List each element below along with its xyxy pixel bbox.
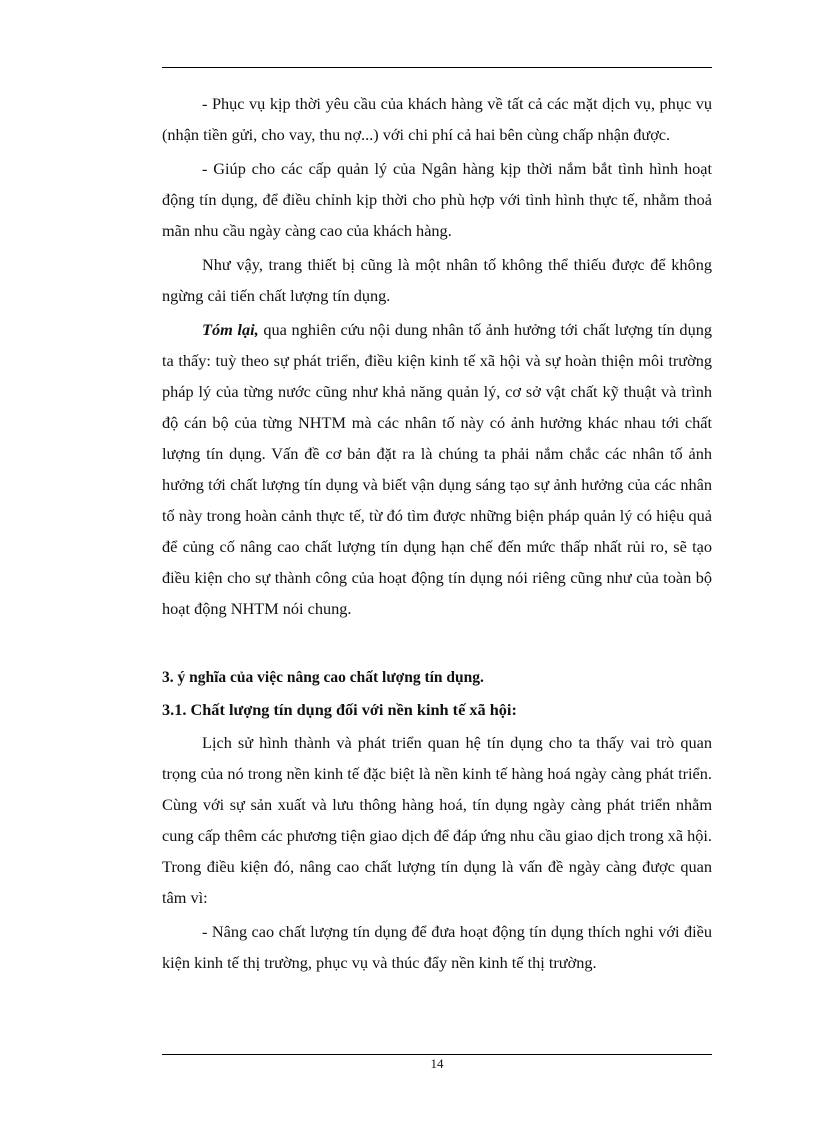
header-rule [162, 67, 712, 68]
paragraph-summary [162, 314, 712, 624]
page-number: 14 [430, 1056, 444, 1071]
summary-lead: Tóm lại, [202, 320, 259, 339]
paragraph-management: - Giúp cho các cấp quản lý của Ngân hàng kịp thời nắm bắt tình hình hoạt động tín dụng, để điều chỉnh kịp thời cho phù hợp với tình hình thực tế, nhằm thoả mãn nhu cầu ngày càng cao của khách hàng. [162, 159, 712, 240]
section-heading-3: 3. ý nghĩa của việc nâng cao chất lượng tín dụng. [162, 669, 484, 686]
subsection-heading-3-1: 3.1. Chất lượng tín dụng đối với nền kinh tế xã hội: [162, 700, 517, 719]
paragraph-service: - Phục vụ kịp thời yêu cầu của khách hàng về tất cả các mặt dịch vụ, phục vụ (nhận tiền gửi, cho vay, thu nợ...) với chi phí cả hai bên cùng chấp nhận được. [162, 94, 712, 144]
paragraph-equipment [162, 249, 712, 311]
page-body [162, 88, 712, 978]
paragraph-equipment-text: Như vậy, trang thiết bị cũng là một nhân tố không thể thiếu được để không ngừng cải tiến chất lượng tín dụng. [162, 255, 712, 305]
summary-body: qua nghiên cứu nội dung nhân tố ảnh hưởng tới chất lượng tín dụng ta thấy: tuỳ theo sự phát triển, điều kiện kinh tế xã hội và sự hoàn thiện môi trường pháp lý của từng nước cũng như khả năng quản lý, cơ sở vật chất kỹ thuật và trình độ cán bộ của từng NHTM mà các nhân tố này có ảnh hưởng khác nhau tới chất lượng tín dụng. Vấn đề cơ bản đặt ra là chúng ta phải nắm chắc các nhân tố ảnh hưởng tới chất lượng tín dụng và biết vận dụng sáng tạo sự ảnh hưởng của các nhân tố này trong hoàn cảnh thực tế, từ đó tìm được những biện pháp quản lý có hiệu quả để củng cố nâng cao chất lượng tín dụng hạn chế đến mức thấp nhất rủi ro, sẽ tạo điều kiện cho sự thành công của hoạt động tín dụng nói riêng cũng như của toàn bộ hoạt động NHTM nói chung. [162, 320, 712, 618]
paragraph-history: Lịch sử hình thành và phát triển quan hệ tín dụng cho ta thấy vai trò quan trọng của nó trong nền kinh tế đặc biệt là nền kinh tế hàng hoá ngày càng phát triển. Cùng với sự sản xuất và lưu thông hàng hoá, tín dụng ngày càng phát triển nhằm cung cấp thêm các phương tiện giao dịch để đáp ứng nhu cầu giao dịch trong xã hội. Trong điều kiện đó, nâng cao chất lượng tín dụng là vấn đề ngày càng được quan tâm vì: [162, 733, 712, 907]
paragraph-adapt: - Nâng cao chất lượng tín dụng để đưa hoạt động tín dụng thích nghi với điều kiện kinh tế thị trường, phục vụ và thúc đẩy nền kinh tế thị trường. [162, 922, 712, 972]
footer-rule [162, 1054, 712, 1055]
